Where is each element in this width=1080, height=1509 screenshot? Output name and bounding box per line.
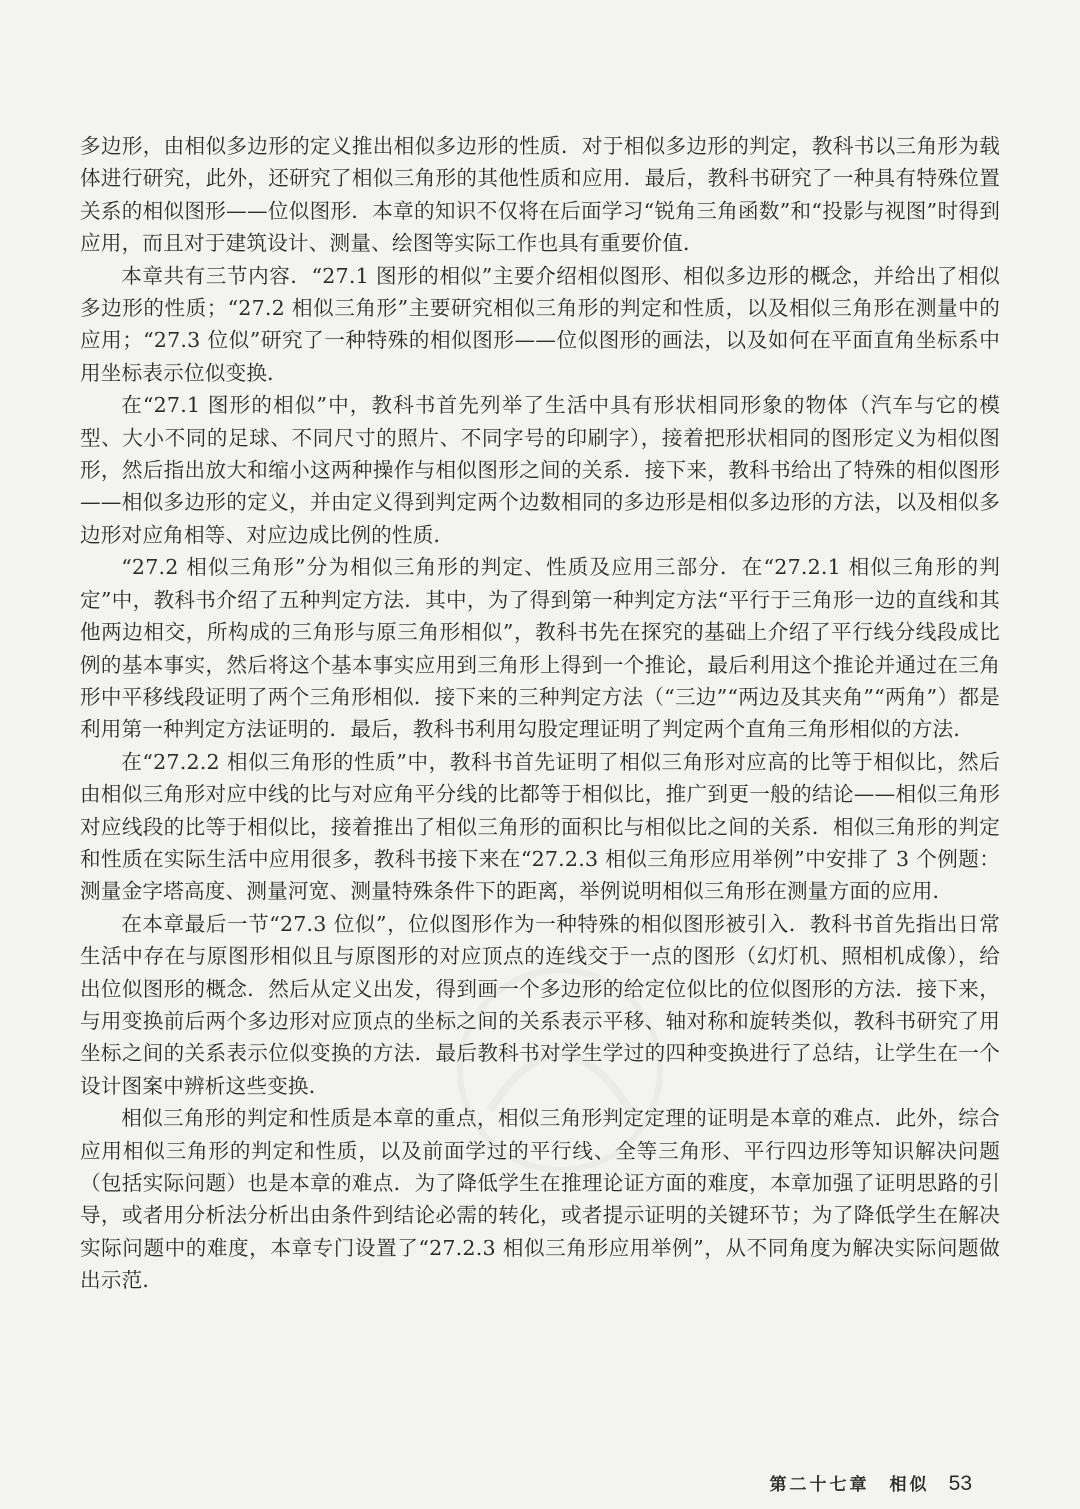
- paragraph-7: 相似三角形的判定和性质是本章的重点，相似三角形判定定理的证明是本章的难点．此外，综合应用相似三角形的判定和性质，以及前面学过的平行线、全等三角形、平行四边形等知识解决问题（包括实际问题）也是本章的难点．为了降低学生在推理论证方面的难度，本章加强了证明思路的引导，或者用分析法分析出由条件到结论必需的转化，或者提示证明的关键环节；为了降低学生在解决实际问题中的难度，本章专门设置了“27.2.3 相似三角形应用举例”，从不同角度为解决实际问题做出示范．: [80, 1106, 1000, 1293]
- body-text: [80, 130, 1000, 1297]
- paragraph-4: “27.2 相似三角形”分为相似三角形的判定、性质及应用三部分．在“27.2.1 相似三角形的判定”中，教科书介绍了五种判定方法．其中，为了得到第一种判定方法“平行于三角形一边的直线和其他两边相交，所构成的三角形与原三角形相似”，教科书先在探究的基础上介绍了平行线分线段成比例的基本事实，然后将这个基本事实应用到三角形上得到一个推论，最后利用这个推论并通过在三角形中平移线段证明了两个三角形相似．接下来的三种判定方法（“三边”“两边及其夹角”“两角”）都是利用第一种判定方法证明的．最后，教科书利用勾股定理证明了判定两个直角三角形相似的方法．: [80, 555, 1000, 742]
- paragraph-5: 在“27.2.2 相似三角形的性质”中，教科书首先证明了相似三角形对应高的比等于相似比，然后由相似三角形对应中线的比与对应角平分线的比都等于相似比，推广到更一般的结论——相似三角形对应线段的比等于相似比，接着推出了相似三角形的面积比与相似比之间的关系．相似三角形的判定和性质在实际生活中应用很多，教科书接下来在“27.2.3 相似三角形应用举例”中安排了 3 个例题：测量金字塔高度、测量河宽、测量特殊条件下的距离，举例说明相似三角形在测量方面的应用．: [80, 749, 1000, 904]
- paragraph-6: 在本章最后一节“27.3 位似”，位似图形作为一种特殊的相似图形被引入．教科书首先指出日常生活中存在与原图形相似且与原图形的对应顶点的连线交于一点的图形（幻灯机、照相机成像），给出位似图形的概念．然后从定义出发，得到画一个多边形的给定位似比的位似图形的方法．接下来，与用变换前后两个多边形对应顶点的坐标之间的关系表示平移、轴对称和旋转类似，教科书研究了用坐标之间的关系表示位似变换的方法．最后教科书对学生学过的四种变换进行了总结，让学生在一个设计图案中辨析这些变换．: [80, 911, 1000, 1098]
- chapter-title: 第二十七章 相似: [769, 1475, 930, 1495]
- paragraph-1: 多边形，由相似多边形的定义推出相似多边形的性质．对于相似多边形的判定，教科书以三角形为载体进行研究，此外，还研究了相似三角形的其他性质和应用．最后，教科书研究了一种具有特殊位置关系的相似图形——位似图形．本章的知识不仅将在后面学习“锐角三角函数”和“投影与视图”时得到应用，而且对于建筑设计、测量、绘图等实际工作也具有重要价值．: [80, 134, 1000, 256]
- paragraph-3: 在“27.1 图形的相似”中，教科书首先列举了生活中具有形状相同形象的物体（汽车与它的模型、大小不同的足球、不同尺寸的照片、不同字号的印刷字），接着把形状相同的图形定义为相似图形，然后指出放大和缩小这两种操作与相似图形之间的关系．接下来，教科书给出了特殊的相似图形——相似多边形的定义，并由定义得到判定两个边数相同的多边形是相似多边形的方法，以及相似多边形对应角相等、对应边成比例的性质．: [80, 393, 1000, 547]
- page-footer: [0, 1470, 972, 1496]
- paragraph-2: 本章共有三节内容．“27.1 图形的相似”主要介绍相似图形、相似多边形的概念，并给出了相似多边形的性质；“27.2 相似三角形”主要研究相似三角形的判定和性质，以及相似三角形在测量中的应用；“27.3 位似”研究了一种特殊的相似图形——位似图形的画法，以及如何在平面直角坐标系中用坐标表示位似变换．: [80, 263, 1000, 385]
- page-number: 53: [948, 1472, 972, 1495]
